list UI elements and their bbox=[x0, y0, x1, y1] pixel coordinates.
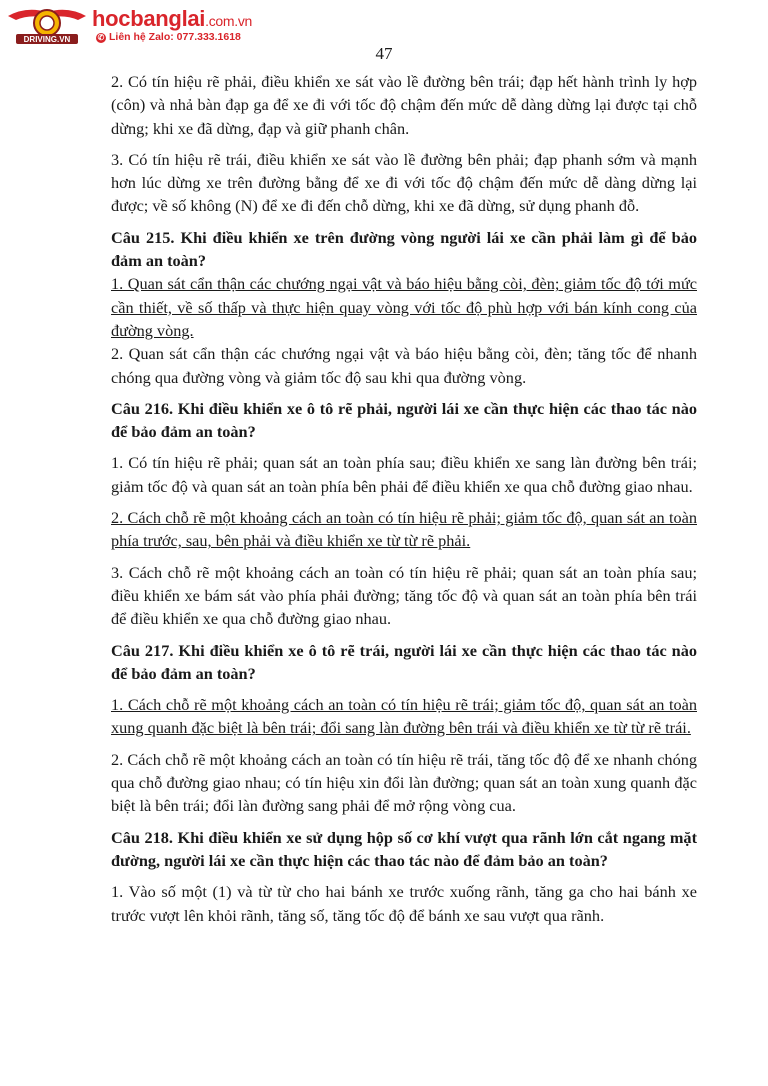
question-215: Câu 215. Khi điều khiển xe trên đường vòng người lái xe cần phải làm gì để bảo đảm an toàn? bbox=[111, 227, 697, 271]
driving-vn-logo bbox=[6, 4, 88, 46]
answer-option: 2. Có tín hiệu rẽ phải, điều khiển xe sát vào lề đường bên trái; đạp hết hành trình ly hợp (côn) và nhả bàn đạp ga để xe đi với tốc độ chậm đến mức dễ dàng dừng lại được tại chỗ dừng; khi xe đã dừng, đạp và giữ phanh chân. bbox=[111, 72, 697, 138]
answer-option: 1. Có tín hiệu rẽ phải; quan sát an toàn phía sau; điều khiển xe sang làn đường bên trái; giảm tốc độ và quan sát an toàn phía bên phải để điều khiển xe qua chỗ đường giao nhau. bbox=[111, 453, 697, 496]
logo-text: DRIVING.VN bbox=[23, 35, 71, 44]
site-header bbox=[6, 4, 266, 48]
brand-tld: .com.vn bbox=[205, 13, 253, 29]
answer-option-correct: 1. Cách chỗ rẽ một khoảng cách an toàn có tín hiệu rẽ trái; giảm tốc độ, quan sát an toàn xung quanh đặc biệt là bên trái; đổi sang làn đường bên trái và điều khiển xe từ từ rẽ trái. bbox=[111, 695, 697, 738]
question-218: Câu 218. Khi điều khiển xe sử dụng hộp số cơ khí vượt qua rãnh lớn cắt ngang mặt đường, người lái xe cần thực hiện các thao tác nào để đảm bảo an toàn? bbox=[111, 827, 697, 870]
question-217: Câu 217. Khi điều khiển xe ô tô rẽ trái, người lái xe cần thực hiện các thao tác nào để bảo đảm an toàn? bbox=[111, 640, 697, 683]
document-body bbox=[111, 70, 697, 935]
answer-option: 1. Vào số một (1) và từ từ cho hai bánh xe trước xuống rãnh, tăng ga cho hai bánh xe trước vượt lên khỏi rãnh, tăng số, tăng tốc độ để bánh xe sau vượt qua rãnh. bbox=[111, 882, 697, 925]
answer-option-correct: 1. Quan sát cẩn thận các chướng ngại vật và báo hiệu bằng còi, đèn; giảm tốc độ tới mức cần thiết, về số thấp và thực hiện quay vòng với tốc độ phù hợp với bán kính cong của đường vòng. bbox=[111, 274, 697, 340]
answer-option: 2. Quan sát cẩn thận các chướng ngại vật và báo hiệu bằng còi, đèn; tăng tốc để nhanh chóng qua đường vòng và giảm tốc độ sau khi qua đường vòng. bbox=[111, 344, 697, 387]
page-number: 47 bbox=[375, 44, 393, 63]
phone-icon: ✆ bbox=[97, 33, 105, 42]
contact-text: Liên hệ Zalo: 077.333.1618 bbox=[109, 31, 241, 43]
answer-option-correct: 2. Cách chỗ rẽ một khoảng cách an toàn có tín hiệu rẽ phải; giảm tốc độ, quan sát an toàn phía trước, sau, bên phải và điều khiển xe từ từ rẽ phải. bbox=[111, 508, 697, 551]
answer-option: 3. Cách chỗ rẽ một khoảng cách an toàn có tín hiệu rẽ phải; quan sát an toàn phía sau; điều khiển xe bám sát vào phía phải đường; tăng tốc độ và quan sát an toàn phía bên trái để điều khiển xe qua chỗ đường giao nhau. bbox=[111, 562, 697, 629]
contact-line bbox=[96, 31, 241, 43]
question-216: Câu 216. Khi điều khiển xe ô tô rẽ phải, người lái xe cần thực hiện các thao tác nào để bảo đảm an toàn? bbox=[111, 398, 697, 442]
brand-name: hocbanglai.com.vn bbox=[92, 6, 253, 31]
answer-option: 2. Cách chỗ rẽ một khoảng cách an toàn có tín hiệu rẽ trái, tăng tốc độ để xe nhanh chóng qua chỗ đường giao nhau; có tín hiệu xin đổi làn đường; quan sát an toàn xung quanh đặc biệt là bên trái; đổi làn đường sang phải để mở rộng vòng cua. bbox=[111, 749, 697, 816]
answer-option: 3. Có tín hiệu rẽ trái, điều khiển xe sát vào lề đường bên phải; đạp phanh sớm và mạnh hơn lúc dừng xe trên đường bằng để xe đi với tốc độ chậm đến mức dễ dàng dừng lại được; về số không (N) để xe đi đến chỗ dừng, khi xe đã dừng, sử dụng phanh đỗ. bbox=[111, 149, 697, 216]
